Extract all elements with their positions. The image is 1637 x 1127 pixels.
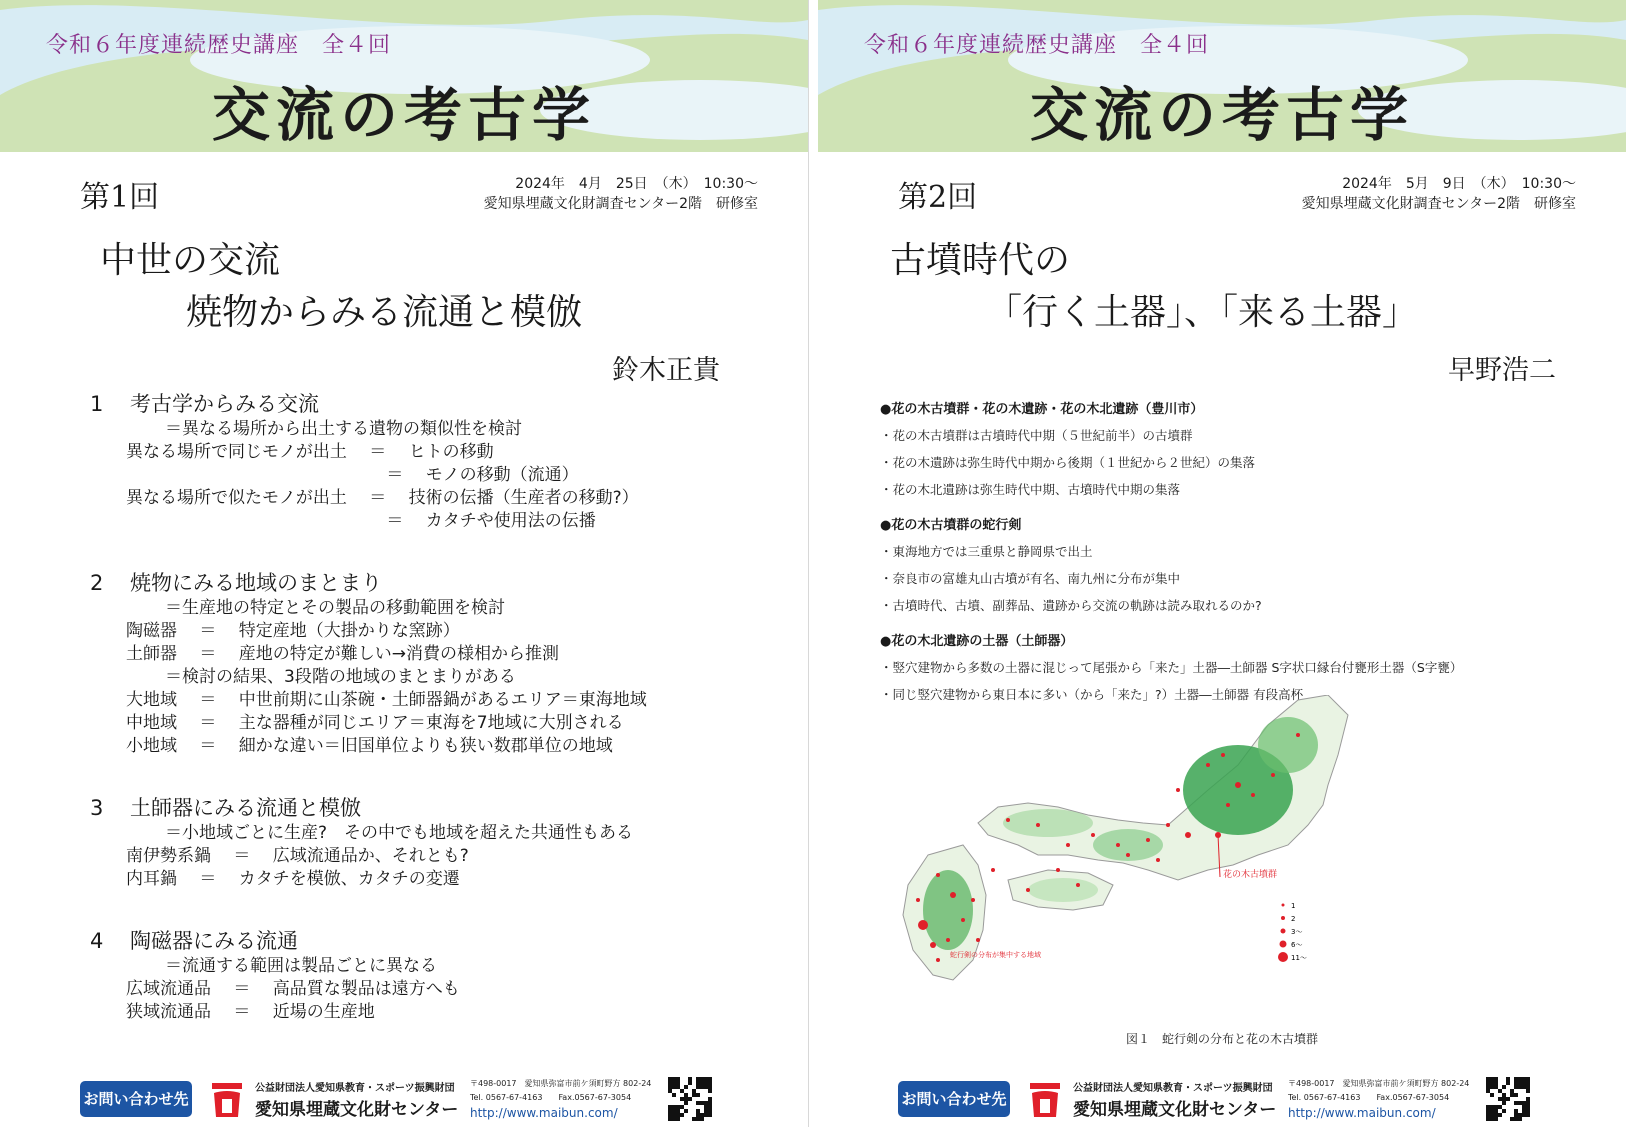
tel: Tel. 0567-67-4163 [470,1093,543,1102]
topic-group [880,514,1600,614]
section-number: 4 [90,929,104,953]
org-url-link[interactable]: http://www.maibun.com/ [1288,1106,1436,1120]
legend-label: 11～ [1291,954,1307,962]
section-title: 考古学からみる交流 [130,392,319,416]
section-number: 3 [90,796,104,820]
tel: Tel. 0567-67-4163 [1288,1093,1361,1102]
lecture-title-line1: 古墳時代の [890,240,1071,281]
site-dot [1116,843,1120,847]
site-dot [918,920,928,930]
outline-line: 内耳鍋 ＝ カタチを模倣、カタチの変遷 [126,869,460,889]
site-dot [916,898,920,902]
qr-code-icon[interactable] [668,1077,712,1121]
section-title: 陶磁器にみる流通 [130,929,298,953]
legend-label: 1 [1291,902,1296,910]
outline-line: 狭域流通品 ＝ 近場の生産地 [126,1002,375,1022]
series-label: 令和６年度連続歴史講座 全４回 [864,33,1210,58]
topic-item: ・花の木遺跡は弥生時代中期から後期（１世紀から２世紀）の集落 [880,455,1256,470]
outline-line: 南伊勢系鍋 ＝ 広域流通品か、それとも? [126,846,469,866]
site-dot [1146,838,1150,842]
lecture-title-line1: 中世の交流 [100,240,281,281]
speaker-name: 早野浩二 [1448,355,1556,386]
distribution-map [878,695,1578,1050]
map-legend [1278,902,1307,962]
site-dot [936,873,940,877]
site-dot [1066,843,1070,847]
site-dot [971,898,975,902]
org-address [1288,1077,1469,1105]
section-heading [90,794,780,822]
legend-dot [1282,904,1285,907]
topic-group [880,398,1600,498]
org-parent-name: 公益財団法人愛知県教育・スポーツ振興財団 [1073,1083,1273,1094]
legend-dot [1280,941,1287,948]
outline-line: ＝流通する範囲は製品ごとに異なる [165,956,437,976]
site-dot [1026,888,1030,892]
section-heading [90,927,780,955]
japan-map [878,695,1578,1050]
lecture-title-line2: 焼物からみる流通と模倣 [186,292,583,333]
tel-fax-line [1288,1091,1469,1105]
site-dot [1091,833,1095,837]
address-line: 〒498-0017 愛知県弥富市前ケ須町野方 802-24 [1288,1079,1470,1088]
org-logo-icon [1028,1079,1062,1119]
topic-item: ・古墳時代、古墳、副葬品、遺跡から交流の軌跡は読み取れるのか? [880,598,1262,613]
site-dot [1296,733,1300,737]
header-banner [818,0,1626,152]
site-dot [1006,818,1010,822]
session-datetime [1302,174,1576,214]
outline-line: ＝生産地の特定とその製品の移動範囲を検討 [165,598,505,618]
site-dot [930,942,936,948]
flyer-session-2 [818,0,1626,1127]
contact-button[interactable]: お問い合わせ先 [80,1081,192,1117]
site-dot [1126,853,1130,857]
series-title: 交流の考古学 [1029,81,1414,149]
site-dot [976,938,980,942]
org-logo-icon [210,1079,244,1119]
map-caption: 図１ 蛇行剣の分布と花の木古墳群 [1125,1032,1318,1046]
series-title: 交流の考古学 [211,81,596,149]
topic-heading: ●花の木北遺跡の土器（土師器） [880,634,1074,649]
outline-line: ＝検討の結果、3段階の地域のまとまりがある [165,667,516,687]
outline-line: ＝異なる場所から出土する遺物の類似性を検討 [165,419,522,439]
site-dot [991,868,995,872]
callout-label-region: 蛇行剣の分布が集中する地域 [950,951,1041,959]
site-dot [946,938,950,942]
site-dot [936,958,940,962]
tel-fax-line [470,1091,651,1105]
outline-line: 異なる場所で同じモノが出土 ＝ ヒトの移動 [126,442,494,462]
topic-item: ・花の木北遺跡は弥生時代中期、古墳時代中期の集落 [880,482,1181,497]
org-name: 愛知県埋蔵文化財センター [255,1100,459,1120]
legend-dot [1278,952,1288,962]
outline-line: ＝小地域ごとに生産? その中でも地域を超えた共通性もある [165,823,634,843]
venue-line: 愛知県埋蔵文化財調査センター2階 研修室 [1301,196,1576,212]
site-dot [1206,763,1210,767]
callout-label-kofun: 花の木古墳群 [1223,870,1278,880]
density-area [1258,717,1318,773]
section-title: 土師器にみる流通と模倣 [130,796,361,820]
site-dot [1166,823,1170,827]
section-heading [90,390,780,418]
org-parent-name: 公益財団法人愛知県教育・スポーツ振興財団 [255,1083,455,1094]
outline-section [90,390,780,533]
qr-code-icon[interactable] [1486,1077,1530,1121]
session-number: 第1回 [80,180,160,215]
topic-item: ・奈良市の富雄丸山古墳が有名、南九州に分布が集中 [880,571,1181,586]
topic-item: ・同じ竪穴建物から東日本に多い（から「来た」?）土器―土師器 有段高杯 [880,687,1304,702]
footer-left [0,1075,808,1125]
topic-heading: ●花の木古墳群の蛇行剣 [880,518,1022,533]
section-number: 1 [90,392,104,416]
outline-section [90,794,780,891]
fax: Fax.0567-67-3054 [1376,1093,1450,1102]
topic-group [880,630,1600,703]
site-dot [1156,858,1160,862]
site-dot [1271,773,1275,777]
site-dot [1176,788,1180,792]
series-label: 令和６年度連続歴史講座 全４回 [46,33,392,58]
outline-line: ＝ カタチや使用法の伝播 [126,511,596,531]
topic-heading: ●花の木古墳群・花の木遺跡・花の木北遺跡（豊川市） [880,402,1204,417]
topic-item: ・東海地方では三重県と静岡県で出土 [880,544,1093,559]
site-dot [1185,832,1191,838]
legend-dot [1281,929,1286,934]
site-dot [1226,803,1230,807]
legend-dot [1281,916,1285,920]
site-dot [1056,868,1060,872]
section-title: 焼物にみる地域のまとまり [130,571,382,595]
legend-label: 6～ [1291,941,1303,949]
section-heading [90,569,780,597]
site-dot [1251,793,1255,797]
outline-line: 広域流通品 ＝ 高品質な製品は遠方へも [126,979,460,999]
flyer-session-1 [0,0,809,1127]
lecture-title-line2: 「行く土器」、「来る土器」 [986,292,1419,333]
session-datetime [484,174,758,214]
outline-section [90,927,780,1024]
org-address [470,1077,651,1105]
address-line: 〒498-0017 愛知県弥富市前ケ須町野方 802-24 [470,1079,652,1088]
outline-line: 中地域 ＝ 主な器種が同じエリア＝東海を7地域に大別される [126,713,624,733]
site-dot [1036,823,1040,827]
fax: Fax.0567-67-3054 [558,1093,632,1102]
density-area [1028,878,1098,902]
density-area [1003,809,1093,837]
site-dot [1215,832,1221,838]
lecture-outline [90,390,780,1060]
org-url-link[interactable]: http://www.maibun.com/ [470,1106,618,1120]
outline-line: 大地域 ＝ 中世前期に山茶碗・土師器鍋があるエリア＝東海地域 [126,690,647,710]
outline-line: 小地域 ＝ 細かな違い＝旧国単位よりも狭い数郡単位の地域 [126,736,613,756]
section-number: 2 [90,571,104,595]
outline-line: 土師器 ＝ 産地の特定が難しい→消費の様相から推測 [126,644,560,664]
header-banner [0,0,808,152]
site-dot [1076,883,1080,887]
contact-button[interactable]: お問い合わせ先 [898,1081,1010,1117]
site-dot [961,918,965,922]
topic-item: ・竪穴建物から多数の土器に混じって尾張から「来た」土器―土師器 S字状口縁台付甕形土器（S字甕） [880,660,1463,675]
site-dot [1235,782,1241,788]
outline-section [90,569,780,758]
venue-line: 愛知県埋蔵文化財調査センター2階 研修室 [483,196,758,212]
date-line: 2024年 5月 9日 （木） 10:30～ [1342,176,1576,192]
org-name: 愛知県埋蔵文化財センター [1073,1100,1277,1120]
session-number: 第2回 [898,180,978,215]
lecture-topics [880,394,1600,719]
legend-label: 3～ [1291,928,1303,936]
outline-line: ＝ モノの移動（流通） [126,465,579,485]
outline-line: 異なる場所で似たモノが出土 ＝ 技術の伝播（生産者の移動?） [126,488,639,508]
date-line: 2024年 4月 25日 （木） 10:30～ [515,176,758,192]
site-dot [950,892,956,898]
speaker-name: 鈴木正貴 [612,355,720,386]
footer-right [818,1075,1626,1125]
outline-line: 陶磁器 ＝ 特定産地（大掛かりな窯跡） [126,621,460,641]
legend-label: 2 [1291,915,1296,923]
site-dot [1221,753,1225,757]
topic-item: ・花の木古墳群は古墳時代中期（５世紀前半）の古墳群 [880,428,1193,443]
